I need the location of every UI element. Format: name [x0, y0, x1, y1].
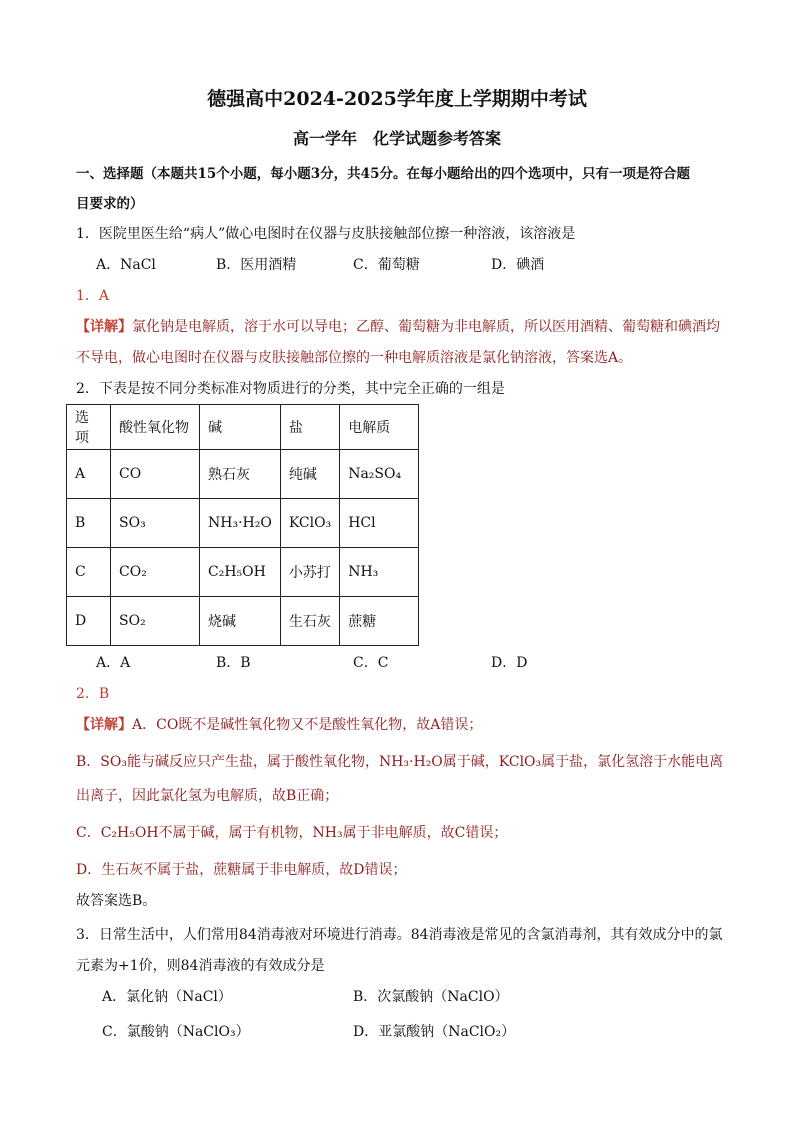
- q1-option-d: D．碘酒: [491, 257, 545, 273]
- table-header-cell: 盐: [280, 405, 339, 450]
- q2-option-c: C．C: [353, 655, 389, 671]
- section-heading-line1: 一、选择题（本题共15个小题，每小题3分，共45分。在每小题给出的四个选项中，只有一项是符合题: [76, 166, 690, 182]
- table-cell: HCl: [340, 499, 419, 548]
- q2-detail-a: [76, 715, 482, 735]
- table-cell: 烧碱: [200, 597, 281, 646]
- page-subtitle: 高一学年 化学试题参考答案: [292, 129, 501, 148]
- q2-detail-tag: 【详解】: [76, 717, 132, 733]
- q1-option-a: A．NaCl: [96, 257, 156, 273]
- table-cell: C₂H₅OH: [200, 548, 281, 597]
- table-cell: 小苏打: [280, 548, 339, 597]
- q3-option-b: B．次氯酸钠（NaClO）: [353, 989, 509, 1005]
- q1-detail-line2: 不导电，做心电图时在仪器与皮肤接触部位擦的一种电解质溶液是氯化钠溶液，答案选A。: [76, 350, 633, 366]
- table-cell: 纯碱: [280, 450, 339, 499]
- classification-table: [66, 404, 419, 646]
- table-cell: C: [67, 548, 111, 597]
- table-cell: 生石灰: [280, 597, 339, 646]
- q2-conclusion: 故答案选B。: [76, 893, 157, 909]
- q2-detail-a-text: A．CO既不是碱性氧化物又不是酸性氧化物，故A错误；: [132, 717, 483, 733]
- table-row: [67, 597, 419, 646]
- table-header-cell: 电解质: [340, 405, 419, 450]
- q1-option-c: C．葡萄糖: [353, 257, 420, 273]
- table-header-cell: 酸性氧化物: [111, 405, 200, 450]
- q2-detail-b1: B．SO₃能与碱反应只产生盐，属于酸性氧化物，NH₃·H₂O属于碱，KClO₃属于盐，氯化氢溶于水能电离: [76, 754, 724, 770]
- table-cell: B: [67, 499, 111, 548]
- table-cell: KClO₃: [280, 499, 339, 548]
- table-cell: NH₃·H₂O: [200, 499, 281, 548]
- section-heading-line2: 目要求的）: [76, 196, 144, 212]
- table-cell: D: [67, 597, 111, 646]
- q2-detail-d: D．生石灰不属于盐，蔗糖属于非电解质，故D错误；: [76, 862, 407, 878]
- q3-stem-line2: 元素为+1价，则84消毒液的有效成分是: [76, 958, 325, 974]
- table-cell: CO₂: [111, 548, 200, 597]
- table-cell: 蔗糖: [340, 597, 419, 646]
- table-header-cell: 碱: [200, 405, 281, 450]
- q1-option-b: B．医用酒精: [216, 257, 297, 273]
- table-cell: SO₃: [111, 499, 200, 548]
- q3-stem-line1: 3．日常生活中，人们常用84消毒液对环境进行消毒。84消毒液是常见的含氯消毒剂，其有效成分中的氯: [76, 927, 723, 943]
- page-title: 德强高中2024-2025学年度上学期期中考试: [207, 88, 587, 110]
- table-row: [67, 450, 419, 499]
- q2-answer: 2．B: [76, 686, 110, 702]
- q2-option-d: D．D: [491, 655, 528, 671]
- table-row: [67, 499, 419, 548]
- q2-option-a: A．A: [96, 655, 131, 671]
- table-row: [67, 548, 419, 597]
- table-header-cell: 选项: [67, 405, 111, 450]
- q2-stem: 2．下表是按不同分类标准对物质进行的分类，其中完全正确的一组是: [76, 381, 505, 397]
- q3-option-d: D．亚氯酸钠（NaClO₂）: [353, 1024, 516, 1040]
- q1-detail-tag: 【详解】: [76, 319, 132, 335]
- table-cell: SO₂: [111, 597, 200, 646]
- q1-answer: 1．A: [76, 288, 110, 304]
- table-cell: Na₂SO₄: [340, 450, 419, 499]
- table-cell: 熟石灰: [200, 450, 281, 499]
- q2-detail-c: C．C₂H₅OH不属于碱，属于有机物，NH₃属于非电解质，故C错误；: [76, 825, 508, 841]
- q3-option-a: A．氯化钠（NaCl）: [102, 989, 232, 1005]
- q2-option-b: B．B: [216, 655, 251, 671]
- table-cell: CO: [111, 450, 200, 499]
- table-cell: NH₃: [340, 548, 419, 597]
- table-cell: A: [67, 450, 111, 499]
- q2-detail-b2: 出离子，因此氯化氢为电解质，故B正确；: [76, 788, 339, 804]
- q3-option-c: C．氯酸钠（NaClO₃）: [102, 1024, 250, 1040]
- q1-detail-text: 氯化钠是电解质，溶于水可以导电；乙醇、葡萄糖为非电解质，所以医用酒精、葡萄糖和碘酒均: [132, 319, 720, 335]
- table-header-row: [67, 405, 419, 450]
- q1-stem: 1．医院里医生给“病人”做心电图时在仪器与皮肤接触部位擦一种溶液，该溶液是: [76, 226, 576, 242]
- q1-detail-line1: [76, 317, 720, 337]
